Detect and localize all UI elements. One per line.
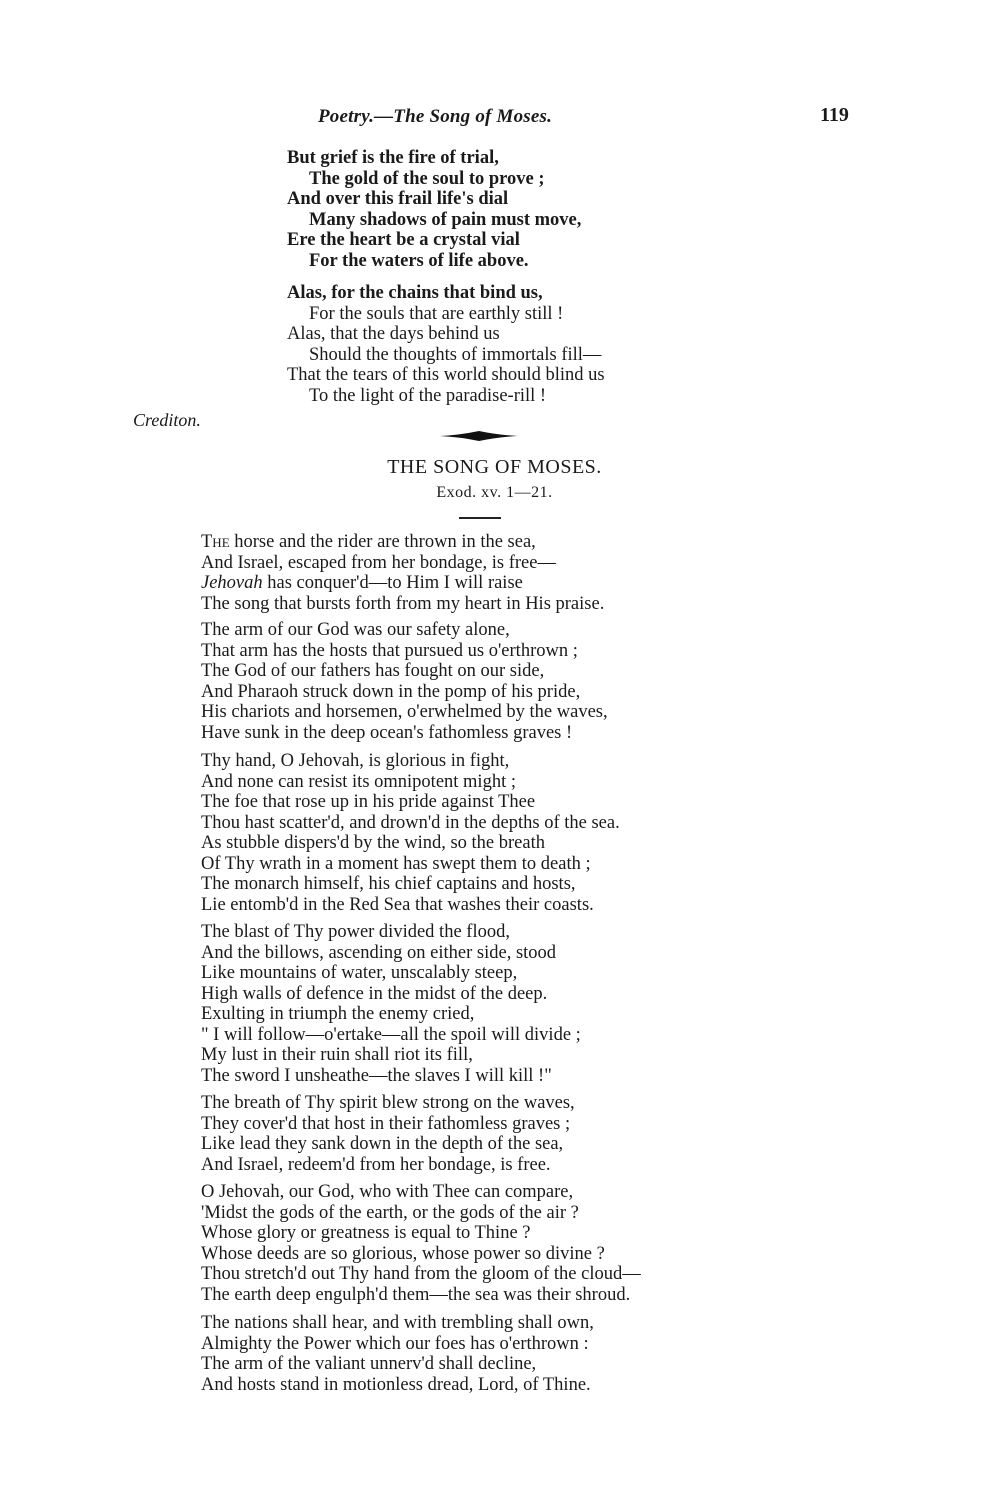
verse-line: The song that bursts forth from my heart in His praise.: [201, 593, 605, 614]
verse-line: And Israel, escaped from her bondage, is free—: [201, 552, 556, 573]
song-stanza-7: [201, 1313, 594, 1395]
verse-line: The God of our fathers has fought on our side,: [201, 661, 545, 681]
verse-line: The earth deep engulph'd them—the sea was their shroud.: [201, 1284, 631, 1305]
verse-line: For the souls that are earthly still !: [309, 303, 564, 324]
verse-line: High walls of defence in the midst of the deep.: [201, 983, 548, 1004]
song-stanza-6: [201, 1182, 641, 1305]
verse-line: And over this frail life's dial: [287, 189, 509, 209]
drop-word: The: [201, 532, 230, 552]
verse-line: Many shadows of pain must move,: [309, 209, 582, 230]
running-title: Poetry.—The Song of Moses.: [318, 106, 553, 127]
verse-line: Thou stretch'd out Thy hand from the gloom of the cloud—: [201, 1264, 641, 1284]
song-stanza-1: [201, 532, 604, 614]
verse-line: O Jehovah, our God, who with Thee can compare,: [201, 1182, 574, 1202]
verse-line: And Israel, redeem'd from her bondage, is free.: [201, 1154, 551, 1175]
song-stanza-4: [201, 922, 581, 1086]
verse-line: Should the thoughts of immortals fill—: [309, 344, 602, 365]
verse-line: Lie entomb'd in the Red Sea that washes their coasts.: [201, 894, 594, 915]
verse-line: His chariots and horsemen, o'erwhelmed by the waves,: [201, 702, 608, 722]
title-rule: [459, 517, 501, 519]
verse-line: Of Thy wrath in a moment has swept them to death ;: [201, 853, 591, 874]
verse-line: Alas, that the days behind us: [287, 324, 500, 344]
prior-poem-stanza-2: [287, 283, 605, 406]
verse-line: Have sunk in the deep ocean's fathomless graves !: [201, 722, 573, 743]
place-signature: Crediton.: [133, 410, 201, 430]
verse-line: My lust in their ruin shall riot its fill,: [201, 1045, 473, 1065]
verse-line: Exulting in triumph the enemy cried,: [201, 1004, 475, 1024]
verse-line: Like lead they sank down in the depth of the sea,: [201, 1134, 564, 1154]
verse-line: The nations shall hear, and with trembling shall own,: [201, 1313, 594, 1333]
song-stanza-5: [201, 1093, 575, 1175]
song-stanza-2: [201, 620, 608, 743]
verse-line: The arm of the valiant unnerv'd shall decline,: [201, 1354, 537, 1374]
verse-line: That the tears of this world should blind us: [287, 365, 605, 385]
verse-line: For the waters of life above.: [309, 250, 529, 271]
song-stanza-3: [201, 751, 620, 915]
prior-poem-stanza-1: [287, 148, 581, 271]
verse-line: The monarch himself, his chief captains and hosts,: [201, 874, 576, 894]
verse-line: " I will follow—o'ertake—all the spoil will divide ;: [201, 1024, 581, 1045]
verse-line: The blast of Thy power divided the flood,: [201, 922, 510, 942]
verse-line: Alas, for the chains that bind us,: [287, 283, 543, 303]
verse-text: horse and the rider are thrown in the sea,: [229, 532, 536, 552]
verse-line: Whose deeds are so glorious, whose power so divine ?: [201, 1243, 605, 1264]
verse-line: To the light of the paradise-rill !: [309, 385, 547, 406]
verse-line: Almighty the Power which our foes has o'erthrown :: [201, 1333, 589, 1354]
verse-line: 'Midst the gods of the earth, or the gods of the air ?: [201, 1202, 579, 1223]
verse-line: The foe that rose up in his pride against Thee: [201, 792, 536, 812]
verse-line: Thou hast scatter'd, and drown'd in the depths of the sea.: [201, 812, 620, 833]
scripture-reference: Exod. xv. 1—21.: [436, 484, 553, 501]
verse-line: But grief is the fire of trial,: [287, 148, 499, 168]
verse-line: Like mountains of water, unscalably steep,: [201, 963, 518, 983]
verse-line: Ere the heart be a crystal vial: [287, 230, 520, 250]
verse-line: Whose glory or greatness is equal to Thine ?: [201, 1223, 531, 1243]
verse-text: has conquer'd—to Him I will raise: [262, 573, 523, 593]
verse-line: They cover'd that host in their fathomless graves ;: [201, 1113, 571, 1134]
verse-line: That arm has the hosts that pursued us o'erthrown ;: [201, 640, 578, 661]
verse-line: As stubble dispers'd by the wind, so the breath: [201, 833, 545, 853]
verse-line: [201, 573, 604, 594]
verse-line: And none can resist its omnipotent might ;: [201, 771, 516, 792]
song-title: THE SONG OF MOSES.: [387, 456, 602, 478]
verse-line: And Pharaoh struck down in the pomp of his pride,: [201, 681, 581, 702]
page-number: 119: [820, 104, 849, 126]
verse-line: The sword I unsheathe—the slaves I will kill !": [201, 1065, 552, 1086]
verse-line: The breath of Thy spirit blew strong on the waves,: [201, 1093, 575, 1113]
verse-line: [201, 532, 604, 553]
emphasis-word: Jehovah: [201, 573, 263, 593]
verse-line: Thy hand, O Jehovah, is glorious in fight,: [201, 751, 510, 771]
verse-line: And the billows, ascending on either side, stood: [201, 942, 557, 963]
verse-line: And hosts stand in motionless dread, Lord, of Thine.: [201, 1374, 591, 1395]
verse-line: The gold of the soul to prove ;: [309, 168, 545, 189]
ornament-divider-icon: [440, 430, 518, 442]
verse-line: The arm of our God was our safety alone,: [201, 620, 510, 640]
